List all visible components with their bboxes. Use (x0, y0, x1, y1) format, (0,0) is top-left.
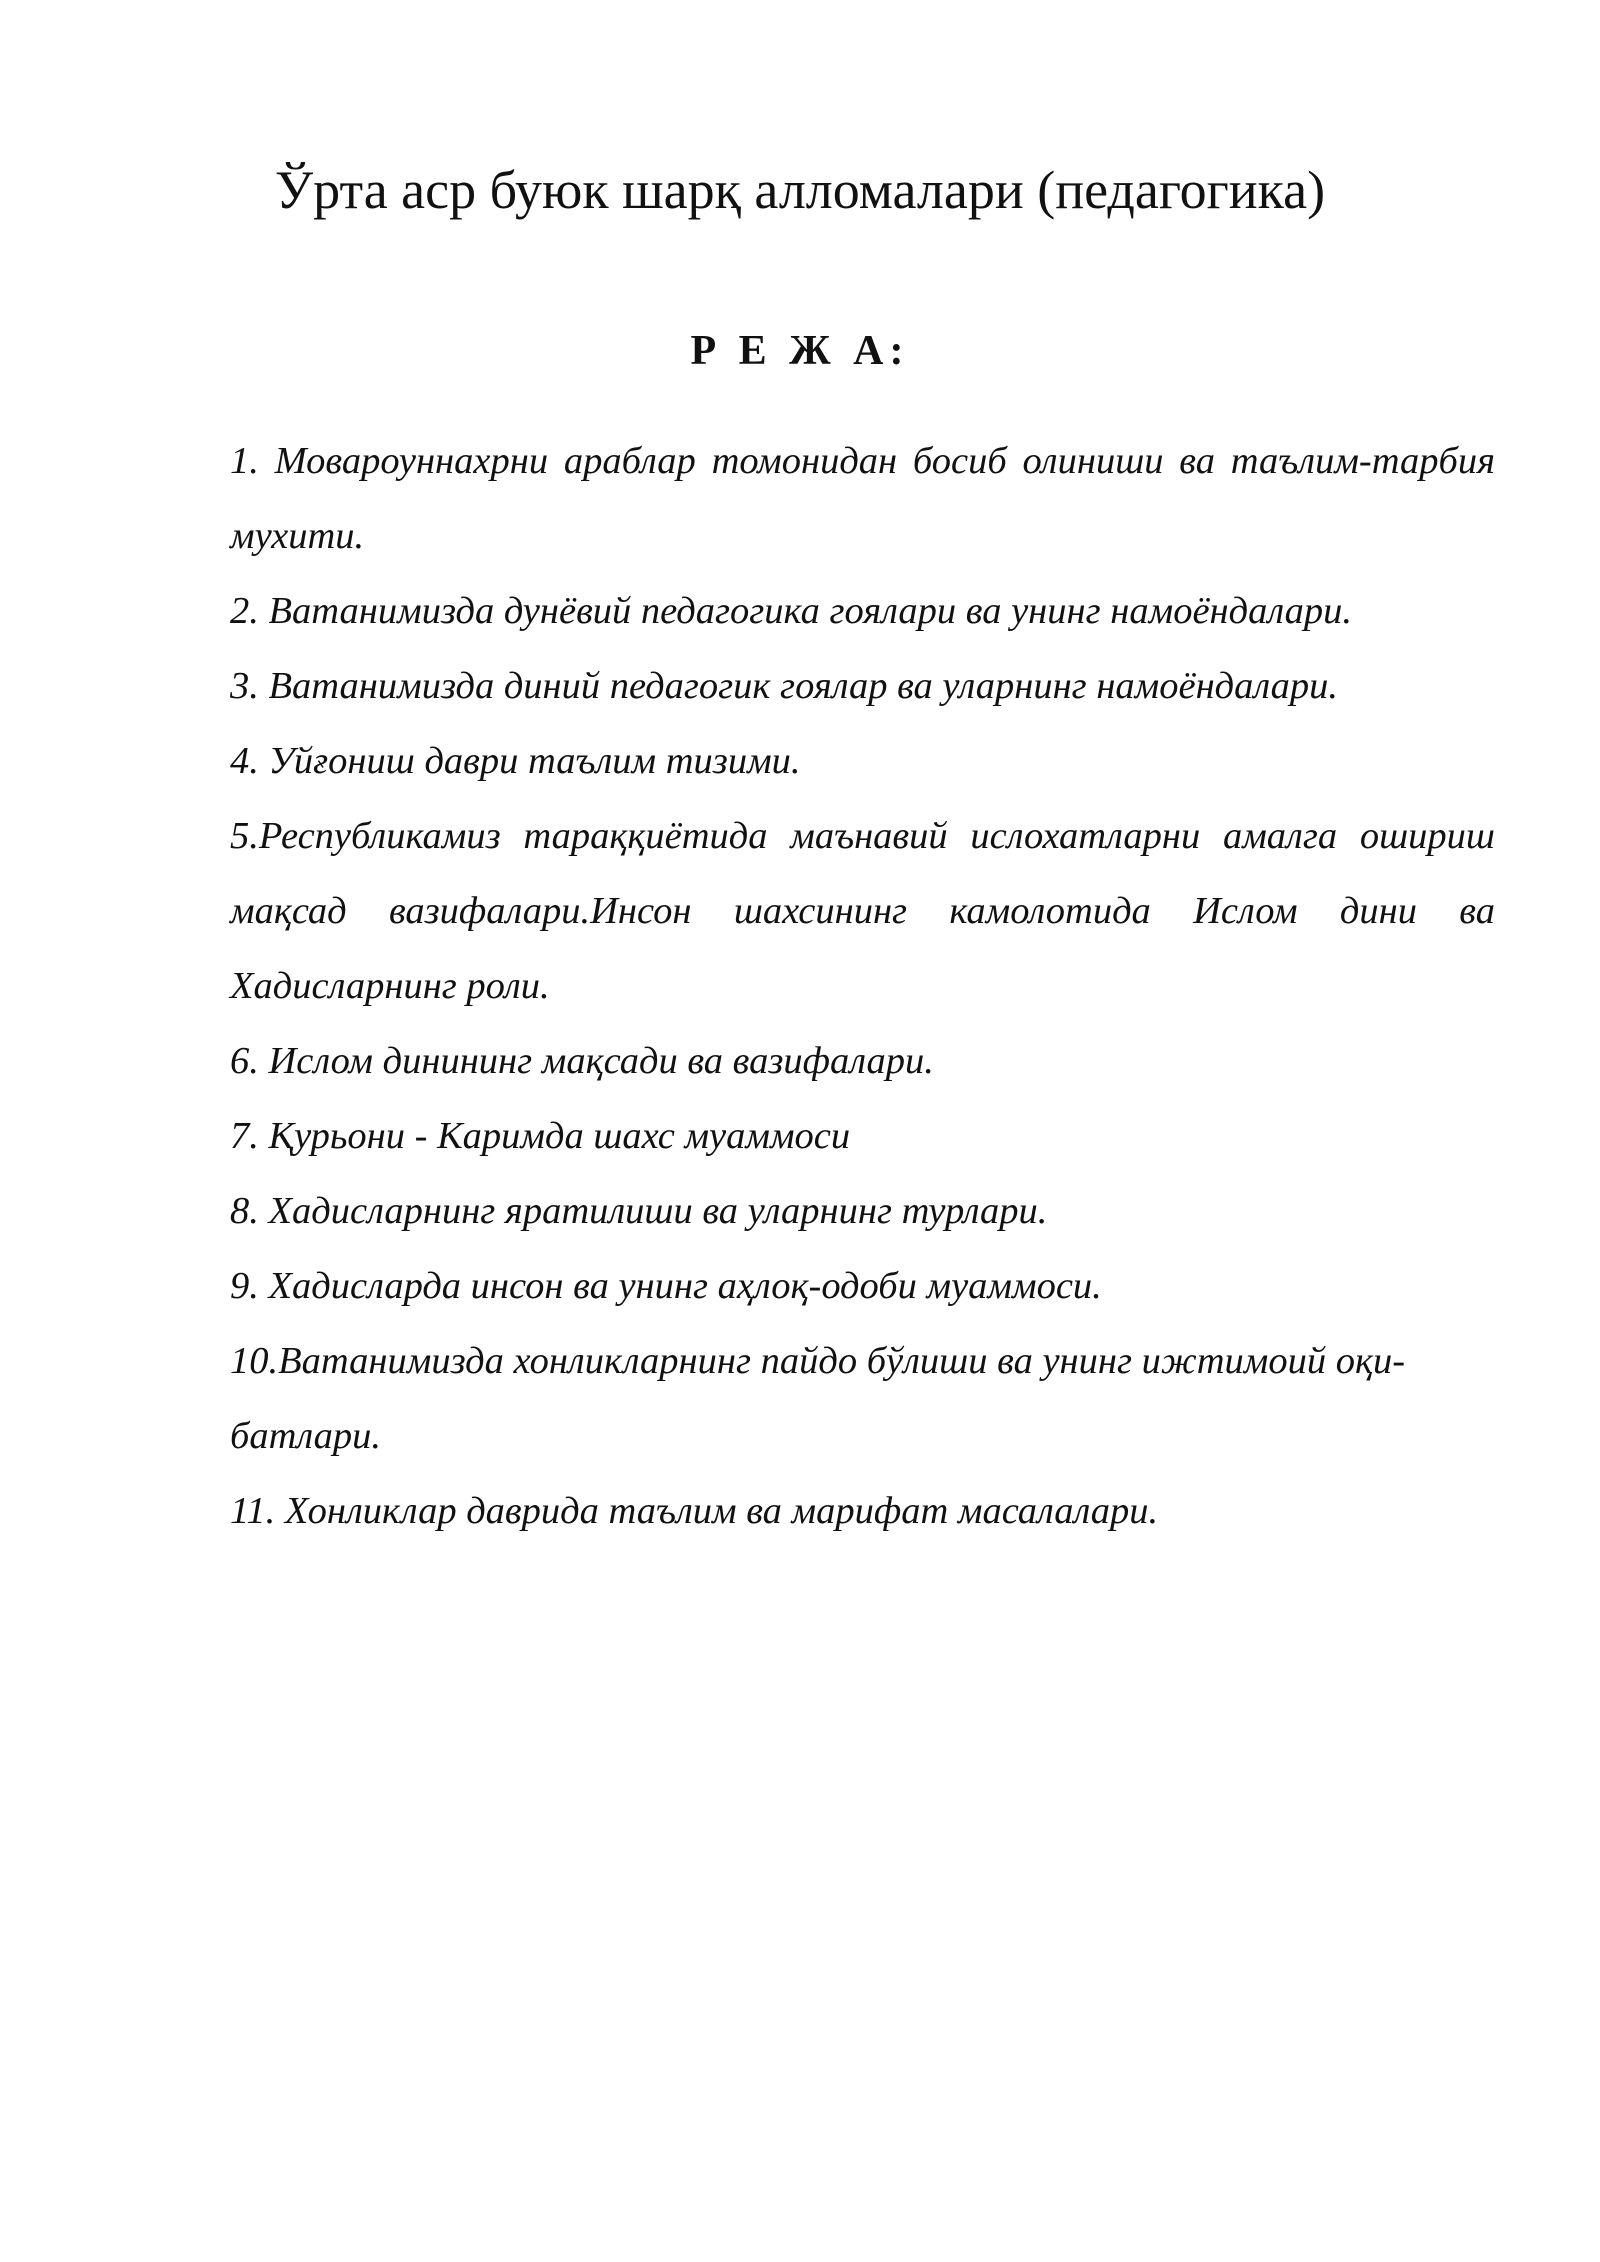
list-item: батлари. (230, 1415, 382, 1457)
list-item: 6. Ислом динининг мақсади ва вазифалари. (230, 1040, 934, 1082)
list-item: 5.Республикамиз тараққиётида маънавий ислохатларни амалга ошириш мақсад вазифалари.Инсон шахсининг камолотида Ислом дини ва Хадисларнинг роли. (230, 815, 1495, 1007)
list-item: 7. Қурьони - Каримда шахс муаммоси (230, 1115, 851, 1157)
list-item: 8. Хадисларнинг яратилиши ва уларнинг турлари. (230, 1190, 1048, 1232)
document-title: Ўрта аср буюк шарқ алломалари (педагогика) (274, 160, 1326, 220)
list-item: 4. Уйғониш даври таълим тизими. (230, 740, 801, 782)
list-item: 9. Хадисларда инсон ва унинг аҳлоқ-одоби муаммоси. (230, 1265, 1102, 1307)
plan-heading: Р Е Ж А: (690, 328, 910, 374)
list-item: 1. Мовароуннахрни араблар томонидан босиб олиниши ва таълим-тарбия мухити. (230, 440, 1495, 557)
list-item: 2. Ватанимизда дунёвий педагогика гоялари ва унинг намоёндалари. (230, 590, 1352, 632)
plan-list (230, 424, 1495, 1549)
list-item: 3. Ватанимизда диний педагогик гоялар ва уларнинг намоёндалари. (230, 665, 1339, 707)
list-item: 11. Хонликлар даврида таълим ва марифат масалалари. (230, 1490, 1159, 1532)
list-item: 10.Ватанимизда хонликларнинг пайдо бўлиши ва унинг ижтимоий оқи- (230, 1340, 1406, 1382)
